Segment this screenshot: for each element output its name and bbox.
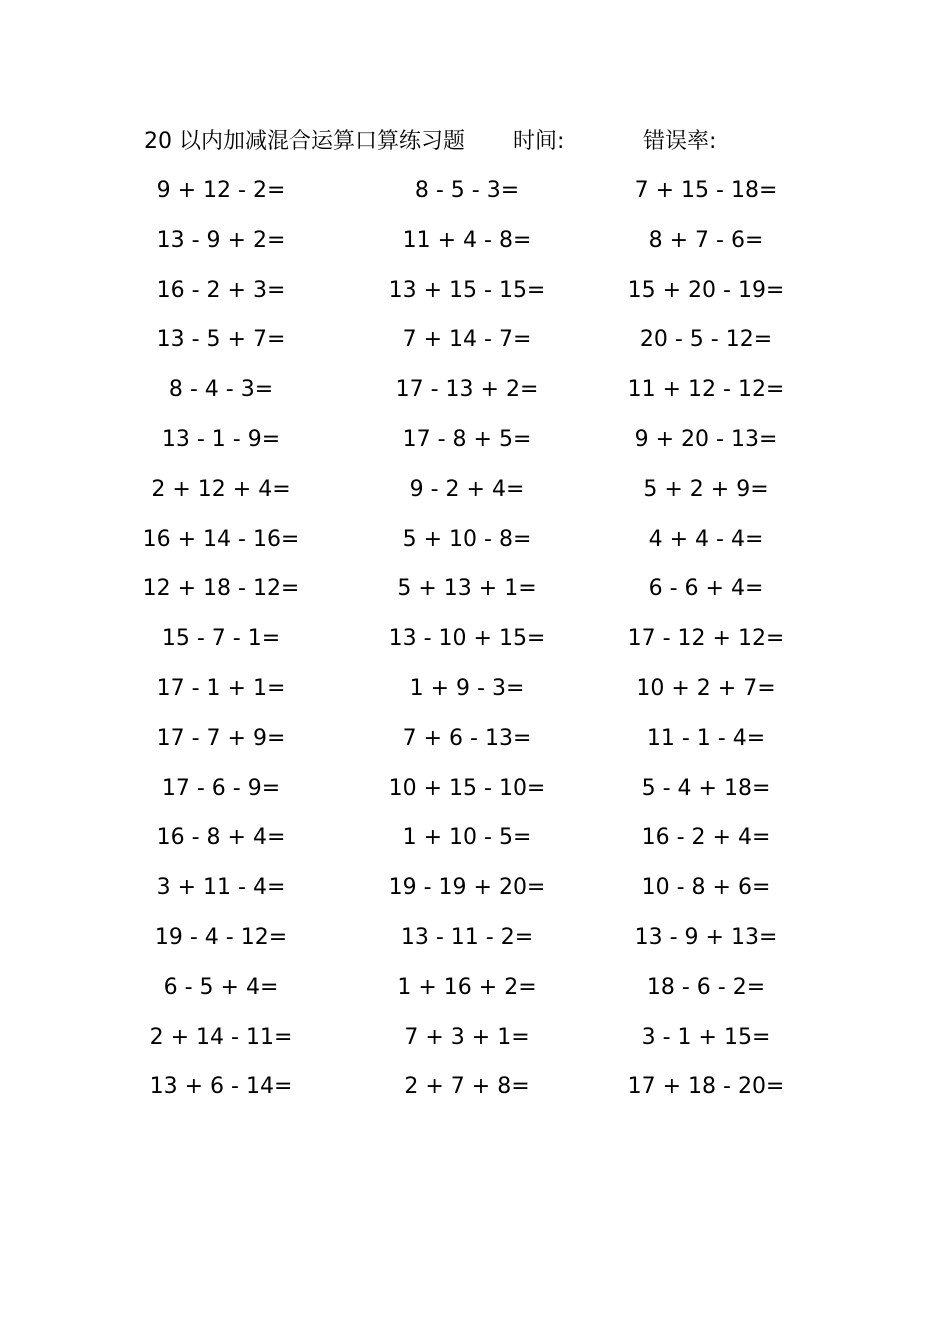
problem-row <box>0 721 950 771</box>
math-problem: 15 - 7 - 1= <box>161 626 281 652</box>
problem-row <box>0 322 950 372</box>
math-problem: 7 + 15 - 18= <box>634 178 778 203</box>
math-problem: 2 + 7 + 8= <box>404 1074 530 1100</box>
problem-row <box>0 771 950 821</box>
math-problem: 1 + 16 + 2= <box>397 974 537 1000</box>
math-problem: 15 + 20 - 19= <box>627 277 785 303</box>
worksheet-header <box>0 124 950 160</box>
math-problem: 17 - 13 + 2= <box>395 377 539 403</box>
problem-row <box>0 472 950 522</box>
problem-row <box>0 522 950 572</box>
math-problem: 13 - 1 - 9= <box>161 426 281 452</box>
math-problem: 8 - 5 - 3= <box>414 178 520 203</box>
math-problem: 16 - 2 + 3= <box>156 277 286 303</box>
math-problem: 13 - 11 - 2= <box>400 924 534 950</box>
math-problem: 16 - 2 + 4= <box>641 825 771 851</box>
math-problem: 16 + 14 - 16= <box>142 526 300 552</box>
math-problem: 7 + 14 - 7= <box>402 327 532 353</box>
time-label: 时间: <box>513 129 565 154</box>
problem-row <box>0 621 950 671</box>
problem-row <box>0 820 950 870</box>
math-problem: 8 - 4 - 3= <box>168 377 274 403</box>
math-problem: 10 - 8 + 6= <box>641 875 771 901</box>
math-problem: 13 - 9 + 13= <box>634 924 778 950</box>
problem-row <box>0 173 950 223</box>
problem-row <box>0 671 950 721</box>
math-problem: 6 - 6 + 4= <box>648 576 764 602</box>
math-problem: 11 + 12 - 12= <box>627 377 785 403</box>
math-problem: 13 - 9 + 2= <box>156 227 286 253</box>
math-problem: 12 + 18 - 12= <box>142 576 300 602</box>
math-problem: 10 + 15 - 10= <box>388 775 546 801</box>
math-problem: 18 - 6 - 2= <box>646 974 766 1000</box>
math-problem: 13 + 6 - 14= <box>149 1074 293 1100</box>
math-problem: 17 - 6 - 9= <box>161 775 281 801</box>
math-problem: 2 + 12 + 4= <box>151 476 291 502</box>
problem-row <box>0 870 950 920</box>
math-problem: 17 - 12 + 12= <box>627 626 785 652</box>
math-problem: 1 + 9 - 3= <box>409 675 525 701</box>
math-problem: 5 + 10 - 8= <box>402 526 532 552</box>
math-problem: 19 - 4 - 12= <box>154 924 288 950</box>
problem-row <box>0 223 950 273</box>
math-problem: 4 + 4 - 4= <box>648 526 764 552</box>
problem-grid <box>0 173 950 1119</box>
math-problem: 11 - 1 - 4= <box>646 725 766 751</box>
error-rate-label: 错误率: <box>643 129 717 154</box>
math-problem: 20 - 5 - 12= <box>639 327 773 353</box>
problem-row <box>0 1069 950 1119</box>
math-problem: 13 - 5 + 7= <box>156 327 286 353</box>
math-problem: 7 + 6 - 13= <box>402 725 532 751</box>
math-problem: 9 - 2 + 4= <box>409 476 525 502</box>
problem-row <box>0 273 950 323</box>
problem-row <box>0 571 950 621</box>
math-problem: 17 + 18 - 20= <box>627 1074 785 1100</box>
math-problem: 3 + 11 - 4= <box>156 875 286 901</box>
math-problem: 7 + 3 + 1= <box>404 1024 530 1050</box>
math-problem: 1 + 10 - 5= <box>402 825 532 851</box>
math-problem: 9 + 20 - 13= <box>634 426 778 452</box>
math-problem: 16 - 8 + 4= <box>156 825 286 851</box>
math-problem: 8 + 7 - 6= <box>648 227 764 253</box>
problem-row <box>0 372 950 422</box>
problem-row <box>0 422 950 472</box>
problem-row <box>0 920 950 970</box>
math-problem: 13 + 15 - 15= <box>388 277 546 303</box>
problem-row <box>0 970 950 1020</box>
math-problem: 2 + 14 - 11= <box>149 1024 293 1050</box>
math-problem: 3 - 1 + 15= <box>641 1024 771 1050</box>
math-problem: 10 + 2 + 7= <box>636 675 776 701</box>
math-problem: 5 + 13 + 1= <box>397 576 537 602</box>
math-problem: 11 + 4 - 8= <box>402 227 532 253</box>
math-problem: 13 - 10 + 15= <box>388 626 546 652</box>
math-problem: 19 - 19 + 20= <box>388 875 546 901</box>
math-problem: 17 - 1 + 1= <box>156 675 286 701</box>
math-problem: 5 + 2 + 9= <box>643 476 769 502</box>
worksheet-title: 20 以内加减混合运算口算练习题 <box>144 129 465 154</box>
math-problem: 6 - 5 + 4= <box>163 974 279 1000</box>
math-problem: 9 + 12 - 2= <box>156 178 286 203</box>
problem-row <box>0 1020 950 1070</box>
math-problem: 17 - 8 + 5= <box>402 426 532 452</box>
math-problem: 5 - 4 + 18= <box>641 775 771 801</box>
math-problem: 17 - 7 + 9= <box>156 725 286 751</box>
